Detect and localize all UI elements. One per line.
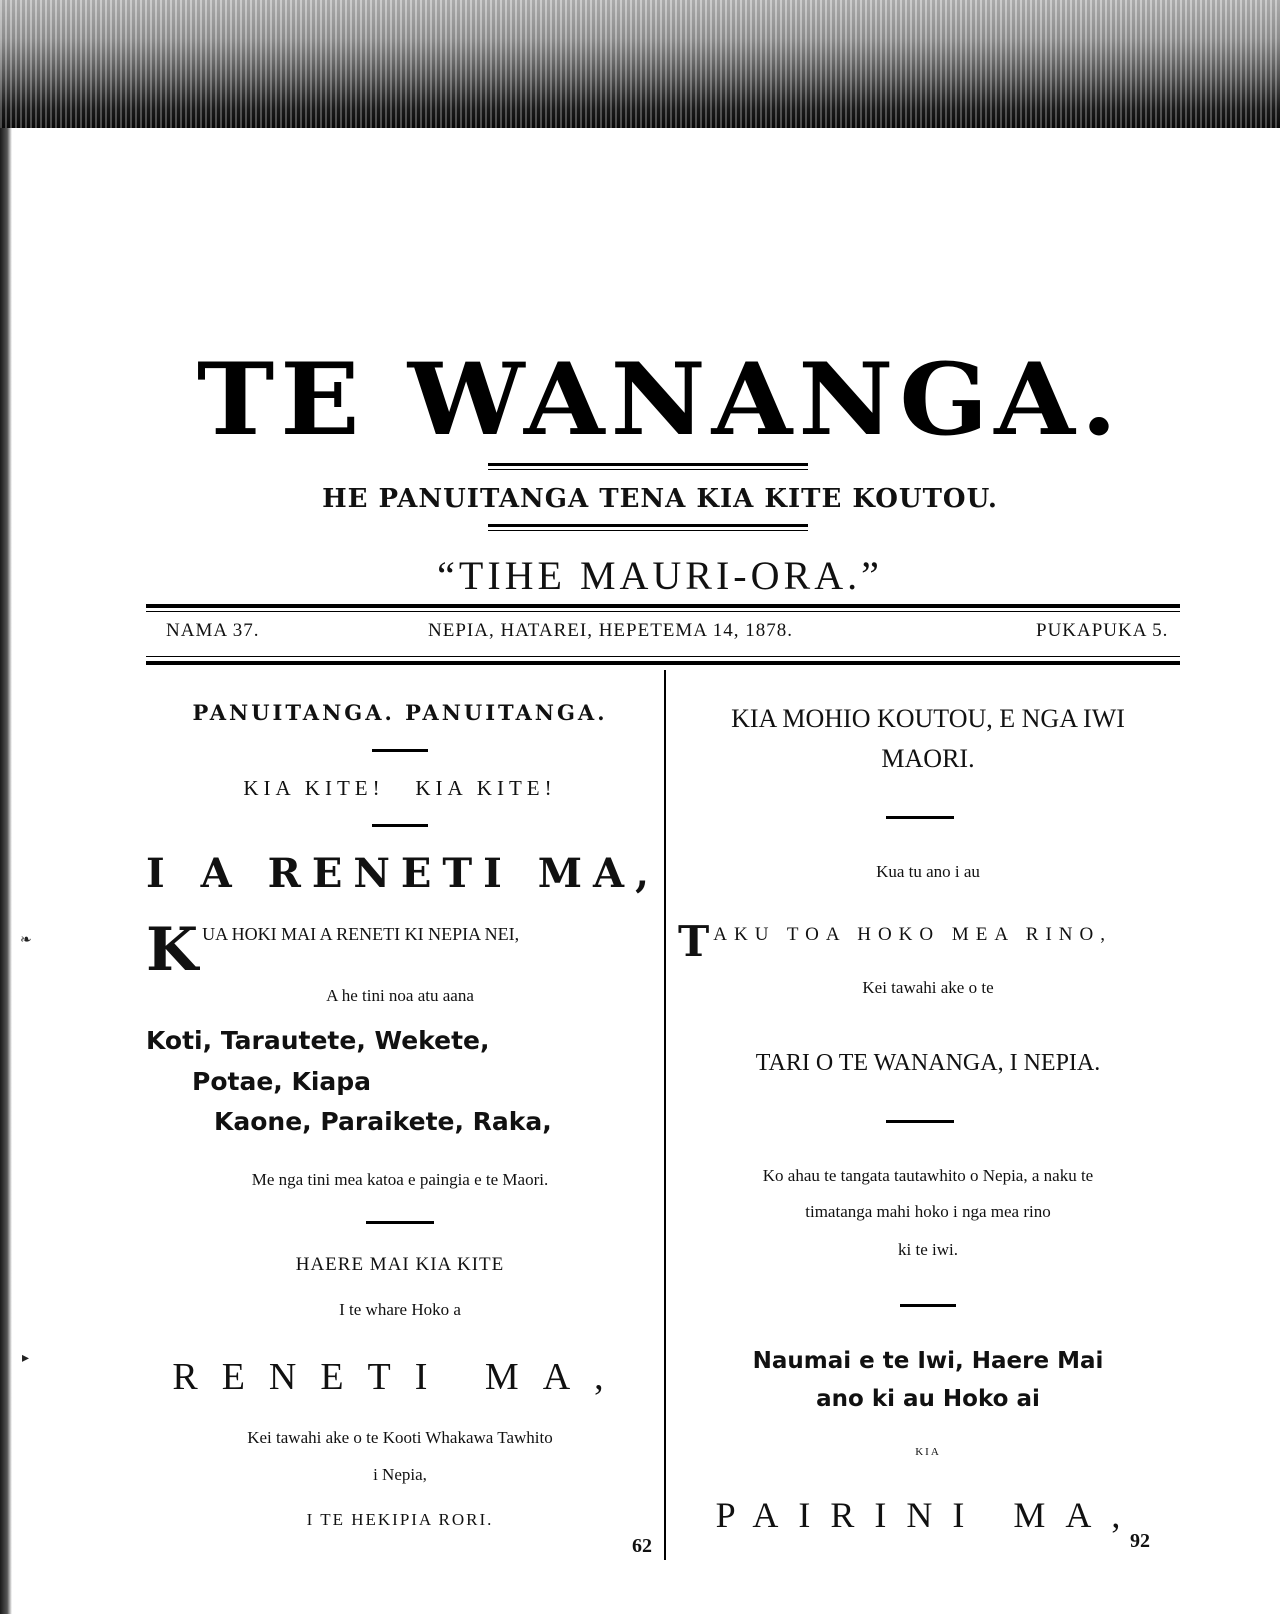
newspaper-title: TE WANANGA. bbox=[196, 341, 1124, 458]
header-rule-bottom bbox=[146, 661, 1180, 665]
stock-intro: A he tini noa atu aana bbox=[326, 986, 474, 1005]
goods-line-2: Potae, Kiapa bbox=[192, 1067, 372, 1096]
column-divider bbox=[664, 670, 666, 1560]
office-line: TARI O TE WANANGA, I NEPIA. bbox=[755, 1050, 1101, 1076]
left-header: PANUITANGA. PANUITANGA. bbox=[192, 700, 608, 725]
right-divider-1 bbox=[886, 816, 954, 819]
newspaper-motto: “TIHE MAURI-ORA.” bbox=[437, 553, 883, 598]
firm-heading: I A RENETI MA, bbox=[146, 850, 661, 897]
scanned-page-edge-top bbox=[0, 0, 1280, 128]
kia-label: KIA bbox=[915, 1446, 941, 1458]
dropcap-t: T bbox=[678, 917, 710, 966]
title-rule-thin bbox=[488, 469, 808, 470]
come-see: HAERE MAI KIA KITE bbox=[295, 1254, 505, 1275]
goods-line-1: Koti, Tarautete, Wekete, bbox=[146, 1026, 490, 1055]
dropcap-k: K bbox=[146, 915, 199, 985]
left-page-ref: 62 bbox=[632, 1535, 652, 1557]
right-heading-2: MAORI. bbox=[881, 744, 975, 773]
right-page-ref: 92 bbox=[1130, 1530, 1150, 1552]
left-divider-1 bbox=[372, 749, 428, 752]
issue-place-date: NEPIA, HATAREI, HEPETEMA 14, 1878. bbox=[428, 620, 793, 641]
desc-line-2: timatanga mahi hoko i nga mea rino bbox=[805, 1202, 1051, 1221]
right-divider-2 bbox=[886, 1120, 954, 1123]
welcome-line-2: ano ki au Hoko ai bbox=[816, 1386, 1040, 1412]
title-rule-thick bbox=[488, 463, 808, 466]
location-line-2: i Nepia, bbox=[373, 1465, 427, 1484]
location-line-1: Kei tawahi ake o te Kooti Whakawa Tawhito bbox=[247, 1428, 553, 1447]
margin-mark: ❧ bbox=[20, 933, 32, 948]
goods-line-3: Kaone, Paraikete, Raka, bbox=[214, 1107, 552, 1136]
goods-tail: Me nga tini mea katoa e paingia e te Maori. bbox=[251, 1170, 549, 1189]
arrival-text: UA HOKI MAI A RENETI KI NEPIA NEI, bbox=[202, 924, 520, 944]
subtitle-rule-thick bbox=[488, 524, 808, 527]
newspaper-subtitle: HE PANUITANGA TENA KIA KITE KOUTOU. bbox=[322, 484, 998, 514]
left-divider-2 bbox=[372, 824, 428, 827]
arrival-notice bbox=[146, 915, 654, 985]
subtitle-rule-thin bbox=[488, 530, 808, 531]
see-line: KIA KITE! KIA KITE! bbox=[243, 776, 557, 800]
shop-text: AKU TOA HOKO MEA RINO, bbox=[713, 924, 1112, 945]
street-line: I TE HEKIPIA RORI. bbox=[306, 1510, 494, 1529]
issue-number: NAMA 37. bbox=[166, 620, 260, 641]
scanned-page-edge-left bbox=[0, 128, 12, 1614]
header-rule-top bbox=[146, 604, 1180, 608]
margin-mark: ▸ bbox=[22, 1351, 30, 1366]
still-here: Kua tu ano i au bbox=[876, 862, 980, 881]
at-store: I te whare Hoko a bbox=[339, 1300, 461, 1319]
desc-line-1: Ko ahau te tangata tautawhito o Nepia, a naku te bbox=[762, 1166, 1094, 1185]
firm-name-right: PAIRINI MA, bbox=[715, 1495, 1141, 1535]
right-heading-1: KIA MOHIO KOUTOU, E NGA IWI bbox=[731, 704, 1125, 733]
across-line: Kei tawahi ake o te bbox=[862, 978, 994, 997]
right-divider-3 bbox=[900, 1304, 956, 1307]
header-rule-top-thin bbox=[146, 611, 1180, 612]
desc-line-3: ki te iwi. bbox=[898, 1240, 958, 1259]
welcome-line-1: Naumai e te Iwi, Haere Mai bbox=[752, 1348, 1104, 1374]
issue-volume: PUKAPUKA 5. bbox=[1036, 620, 1169, 641]
left-divider-3 bbox=[366, 1221, 434, 1224]
firm-name-left: RENETI MA, bbox=[172, 1356, 628, 1398]
header-rule-bottom-thin bbox=[146, 656, 1180, 657]
shop-line bbox=[678, 912, 1186, 972]
